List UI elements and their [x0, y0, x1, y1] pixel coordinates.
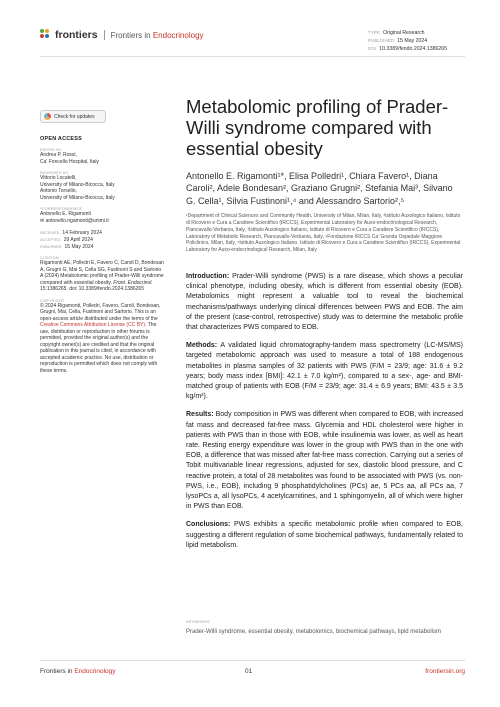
frontiers-logo[interactable]: [40, 29, 204, 41]
email-icon: ✉: [40, 217, 45, 224]
check-updates-button[interactable]: Check for updates: [40, 110, 106, 123]
edited-by-heading: EDITED BY: [40, 148, 62, 152]
published-date: 15 May 2024: [397, 38, 428, 45]
doi-link[interactable]: 10.3389/fendo.2024.1386265: [379, 46, 448, 53]
affiliations: ¹Department of Clinical Sciences and Community Health, University of Milan, Milan, Italy, ²Istituto Auxologico Italiano, Istituto di Ricovero e Cura a Carattere Scientifico (IRCCS), Experimental Laboratory for Auxo-endocrinological Research, Piancavallo-Verbania, Italy, ³Istituto Auxologico Italiano, Istituto di Ricovero e Cura a Carattere Scientifico (IRCCS), Laboratory of Metabolic Research, Piancavallo-Verbania, Italy, ⁴Fondazione IRCCS Ca' Granda Ospedale Maggiore Policlinico, Milan, Italy, ⁵Istituto Auxologico Italiano, Istituto di Ricovero e Cura a Carattere Scientifico (IRCCS), Experimental Laboratory for Auxo-endocrinological Research, Milan, Italy: [186, 213, 461, 254]
license-link[interactable]: Creative Commons Attribution License (CC BY).: [40, 322, 147, 329]
header-divider: [40, 56, 465, 57]
reviewed-by-heading: REVIEWED BY: [40, 171, 69, 175]
keywords-list: Prader-Willi syndrome, essential obesity, metabolomics, biochemical pathways, lipid metabolism: [186, 629, 441, 635]
abstract-methods: Methods: A validated liquid chromatography-tandem mass spectrometry (LC-MS/MS) targeted metabolomic approach was used to measure a total of 188 endogenous metabolites in plasma samples of 32 patients with PWS (F/M = 23/9; age: 31.6 ± 9.2 years; body mass index [BMI]: 42.1 ± 7.0 kg/m²), compared to a sex-, age- and BMI-matched group of patients with EOB (F/M = 23/9; age: 31.4 ± 6.9 years; BMI: 43.5 ± 3.5 kg/m²).: [186, 342, 463, 401]
edited-by: Andrea P. Rossi, Ca' Foncello Hospital, Italy: [40, 152, 100, 165]
abstract-results: Results: Body composition in PWS was different when compared to EOB, with increased fat mass and decreased fat-free mass. Glycemia and HDL cholesterol were higher in patients with PWS than in those with EOB, while insulinemia was lower, as well as heart rate. Resting energy expenditure was lower in the group with PWS than in the one with EOB, a difference that was missed after fat-free mass correction. Carrying out a series of Tobit multivariable linear regressions, adjusted for sex, diastolic blood pressure, and C reactive protein, a total of 28 metabolites was found to be associated with PWS (vs. non-PWS, i.e., EOB), including 9 phosphatidylcholines (PCs) ae, 5 PCs aa, all PCs aa, 7 lysoPCs a, all lysoPCs, 4 acetylcarnitines, and 1 sphingomyelin, all of which were higher in PWS than EOB.: [186, 411, 464, 511]
open-access-label: OPEN ACCESS: [40, 136, 83, 142]
site-link[interactable]: frontiersin.org: [425, 668, 465, 675]
page-number: 01: [245, 668, 253, 675]
sidebar: [40, 110, 165, 374]
copyright: © 2024 Rigamonti, Polledri, Favero, Caroli, Bondesan, Grugni, Mai, Cella, Fustinoni and Sartorio. This is an open-access article distributed under the terms of the Creative Commons Attribution License (CC BY). The use, distribution or reproduction in other forums is permitted, provided the original author(s) and the copyright owner(s) are credited and that the original publication in this journal is cited, in accordance with accepted academic practice. No use, distribution or reproduction is permitted which does not comply with these terms.: [40, 302, 161, 374]
article-type: Original Research: [383, 30, 425, 36]
article-meta: TYPE Original Research PUBLISHED 15 May 2024 DOI 10.3389/fendo.2024.1386265: [368, 30, 448, 53]
footer-divider: [40, 660, 465, 661]
keywords: [186, 620, 463, 637]
abstract-introduction: Introduction: Prader-Willi syndrome (PWS) is a rare disease, which shows a peculiar clinical phenotype, including obesity, which is different from essential obesity (EOB). Metabolomics might represent a valuable tool to reveal the biochemical mechanisms/pathways underlying clinical differences between PWS and EOB. The aim of the present (case-control, retrospective) study was to determine the metabolic profile that characterizes PWS compared to EOB.: [186, 273, 463, 332]
accepted-date: 29 April 2024: [63, 236, 93, 243]
dates: RECEIVED 14 February 2024 ACCEPTED 29 April 2024 PUBLISHED 15 May 2024: [40, 230, 102, 250]
correspondence: Antonello E. Rigamonti ✉ antonello.rigamonti@unimi.it: [40, 211, 109, 224]
footer-journal: Frontiers in Endocrinology: [40, 668, 116, 675]
divider: [104, 30, 105, 40]
article-main: [186, 96, 463, 559]
copyright-heading: COPYRIGHT: [40, 298, 65, 303]
article-title: Metabolomic profiling of Prader-Willi syndrome compared with essential obesity: [186, 96, 449, 159]
journal-title: Frontiers in Endocrinology: [110, 30, 204, 40]
crossmark-icon: [44, 113, 51, 120]
published-date-sidebar: 15 May 2024: [64, 243, 94, 250]
abstract: [186, 272, 463, 551]
brand-name: frontiers: [55, 29, 98, 41]
citation-heading: CITATION: [40, 256, 59, 261]
received-date: 14 February 2024: [62, 230, 102, 236]
correspondence-email[interactable]: antonello.rigamonti@unimi.it: [45, 217, 109, 224]
reviewed-by: Vittorio Locatelli, University of Milano-Bicocca, Italy Antonio Torsello, University of Milano-Bicocca, Italy: [40, 175, 115, 201]
correspondence-heading: *CORRESPONDENCE: [40, 207, 83, 211]
author-list: Antonello E. Rigamonti¹*, Elisa Polledri¹, Chiara Favero¹, Diana Caroli², Adele Bondesan², Graziano Grugni², Stefania Mai³, Silvano G. Cella¹, Silvia Fustinoni¹,⁴ and Alessandro Sartorio²,⁵: [186, 171, 453, 206]
abstract-conclusions: Conclusions: PWS exhibits a specific metabolomic profile when compared to EOB, suggesting a different regulation of some biochemical pathways, fundamentally related to lipid metabolism.: [186, 521, 463, 549]
citation: Rigamonti AE, Polledri E, Favero C, Caroli D, Bondesan A, Grugni G, Mai S, Cella SG, Fustinoni S and Sartorio A (2024) Metabolomic profiling of Prader-Willi syndrome compared with essential obesity. Front. Endocrinol. 15:1386265. doi: 10.3389/fendo.2024.1386265: [40, 260, 164, 293]
frontiers-logo-icon: [40, 29, 52, 41]
keywords-heading: KEYWORDS: [186, 620, 210, 624]
